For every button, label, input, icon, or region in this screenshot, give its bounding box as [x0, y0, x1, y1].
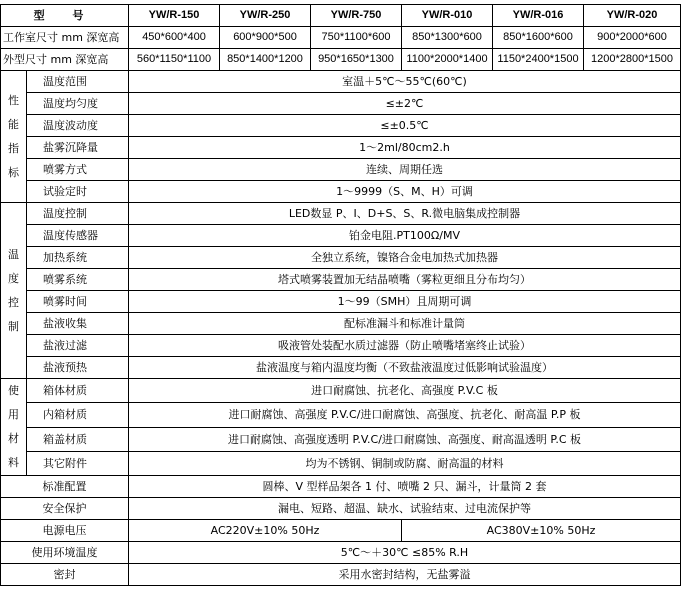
- inner-dimension-value: 850*1600*600: [493, 27, 584, 49]
- inner-dimension-value: 850*1300*600: [402, 27, 493, 49]
- materials-row: [1, 403, 681, 427]
- row-value: 铂金电阻.PT100Ω/MV: [129, 225, 681, 247]
- temperature-control-row: [1, 247, 681, 269]
- row-value: 进口耐腐蚀、高强度 P.V.C/进口耐腐蚀、高强度、抗老化、耐高温 P.P 板: [129, 403, 681, 427]
- row-label: 喷雾系统: [27, 269, 129, 291]
- row-value: ≤±0.5℃: [129, 115, 681, 137]
- row-value: 全独立系统，镍铬合金电加热式加热器: [129, 247, 681, 269]
- row-label: 内箱材质: [27, 403, 129, 427]
- row-value: 1～99（SMH）且周期可调: [129, 291, 681, 313]
- model-label: 型 号: [1, 5, 129, 27]
- temperature-control-row: [1, 203, 681, 225]
- safety-row: [1, 498, 681, 520]
- row-label: 盐液过滤: [27, 335, 129, 357]
- row-value: 连续、周期任选: [129, 159, 681, 181]
- standard-config-label: 标准配置: [1, 476, 129, 498]
- environment-value: 5℃～＋30℃ ≤85% R.H: [129, 542, 681, 564]
- row-label: 温度范围: [27, 71, 129, 93]
- outer-dimension-value: 950*1650*1300: [311, 49, 402, 71]
- power-label: 电源电压: [1, 520, 129, 542]
- row-label: 箱体材质: [27, 379, 129, 403]
- model-header: YW/R-150: [129, 5, 220, 27]
- row-value: 1～9999（S、M、H）可调: [129, 181, 681, 203]
- row-label: 温度波动度: [27, 115, 129, 137]
- materials-category: 使用材料: [1, 379, 27, 476]
- row-value: 进口耐腐蚀、高强度透明 P.V.C/进口耐腐蚀、高强度、耐高温透明 P.C 板: [129, 427, 681, 451]
- model-header: YW/R-250: [220, 5, 311, 27]
- performance-category: 性能指标: [1, 71, 27, 203]
- inner-dimension-value: 750*1100*600: [311, 27, 402, 49]
- inner-dimension-value: 450*600*400: [129, 27, 220, 49]
- model-header: YW/R-016: [493, 5, 584, 27]
- row-value: 进口耐腐蚀、抗老化、高强度 P.V.C 板: [129, 379, 681, 403]
- row-label: 其它附件: [27, 451, 129, 475]
- safety-value: 漏电、短路、超温、缺水、试验结束、过电流保护等: [129, 498, 681, 520]
- outer-dimension-value: 1100*2000*1400: [402, 49, 493, 71]
- row-label: 盐液收集: [27, 313, 129, 335]
- row-label: 喷雾时间: [27, 291, 129, 313]
- performance-row: [1, 115, 681, 137]
- row-label: 试验定时: [27, 181, 129, 203]
- temperature-control-row: [1, 357, 681, 379]
- row-value: 均为不锈钢、铜制或防腐、耐高温的材料: [129, 451, 681, 475]
- row-value: 吸液管处装配水质过滤器（防止喷嘴堵塞终止试验）: [129, 335, 681, 357]
- temperature-control-row: [1, 313, 681, 335]
- model-header: YW/R-750: [311, 5, 402, 27]
- seal-value: 采用水密封结构，无盐雾溢: [129, 564, 681, 586]
- power-row: [1, 520, 681, 542]
- row-value: 配标准漏斗和标准计量筒: [129, 313, 681, 335]
- outer-dimension-value: 850*1400*1200: [220, 49, 311, 71]
- row-value: 盐液温度与箱内温度均衡（不致盐液温度过低影响试验温度）: [129, 357, 681, 379]
- inner-dimension-value: 900*2000*600: [584, 27, 681, 49]
- power-value-380: AC380V±10% 50Hz: [402, 520, 681, 542]
- inner-dimension-label: 工作室尺寸 mm 深宽高: [1, 27, 129, 49]
- environment-row: [1, 542, 681, 564]
- model-header: YW/R-020: [584, 5, 681, 27]
- outer-dimension-label: 外型尺寸 mm 深宽高: [1, 49, 129, 71]
- seal-label: 密封: [1, 564, 129, 586]
- temperature-control-row: [1, 291, 681, 313]
- temperature-control-row: [1, 269, 681, 291]
- inner-dimension-row: [1, 27, 681, 49]
- performance-row: [1, 181, 681, 203]
- row-value: LED数显 P、I、D+S、S、R.微电脑集成控制器: [129, 203, 681, 225]
- safety-label: 安全保护: [1, 498, 129, 520]
- row-label: 盐雾沉降量: [27, 137, 129, 159]
- environment-label: 使用环境温度: [1, 542, 129, 564]
- power-value-220: AC220V±10% 50Hz: [129, 520, 402, 542]
- row-value: ≤±2℃: [129, 93, 681, 115]
- outer-dimension-value: 1200*2800*1500: [584, 49, 681, 71]
- row-label: 温度传感器: [27, 225, 129, 247]
- row-value: 1～2ml/80cm2.h: [129, 137, 681, 159]
- spec-table: [0, 4, 681, 586]
- temperature-control-category: 温度控制: [1, 203, 27, 379]
- performance-row: [1, 71, 681, 93]
- materials-row: [1, 451, 681, 475]
- row-label: 温度均匀度: [27, 93, 129, 115]
- row-label: 加热系统: [27, 247, 129, 269]
- performance-row: [1, 137, 681, 159]
- row-label: 箱盖材质: [27, 427, 129, 451]
- row-value: 塔式喷雾装置加无结晶喷嘴（雾粒更细且分布均匀）: [129, 269, 681, 291]
- header-row: [1, 5, 681, 27]
- temperature-control-row: [1, 335, 681, 357]
- performance-row: [1, 159, 681, 181]
- inner-dimension-value: 600*900*500: [220, 27, 311, 49]
- row-label: 喷雾方式: [27, 159, 129, 181]
- standard-config-row: [1, 476, 681, 498]
- temperature-control-row: [1, 225, 681, 247]
- seal-row: [1, 564, 681, 586]
- standard-config-value: 圆棒、V 型样品架各 1 付、喷嘴 2 只、漏斗，计量筒 2 套: [129, 476, 681, 498]
- outer-dimension-row: [1, 49, 681, 71]
- materials-row: [1, 379, 681, 403]
- row-label: 温度控制: [27, 203, 129, 225]
- row-label: 盐液预热: [27, 357, 129, 379]
- row-value: 室温＋5℃～55℃(60℃): [129, 71, 681, 93]
- performance-row: [1, 93, 681, 115]
- outer-dimension-value: 560*1150*1100: [129, 49, 220, 71]
- model-header: YW/R-010: [402, 5, 493, 27]
- materials-row: [1, 427, 681, 451]
- outer-dimension-value: 1150*2400*1500: [493, 49, 584, 71]
